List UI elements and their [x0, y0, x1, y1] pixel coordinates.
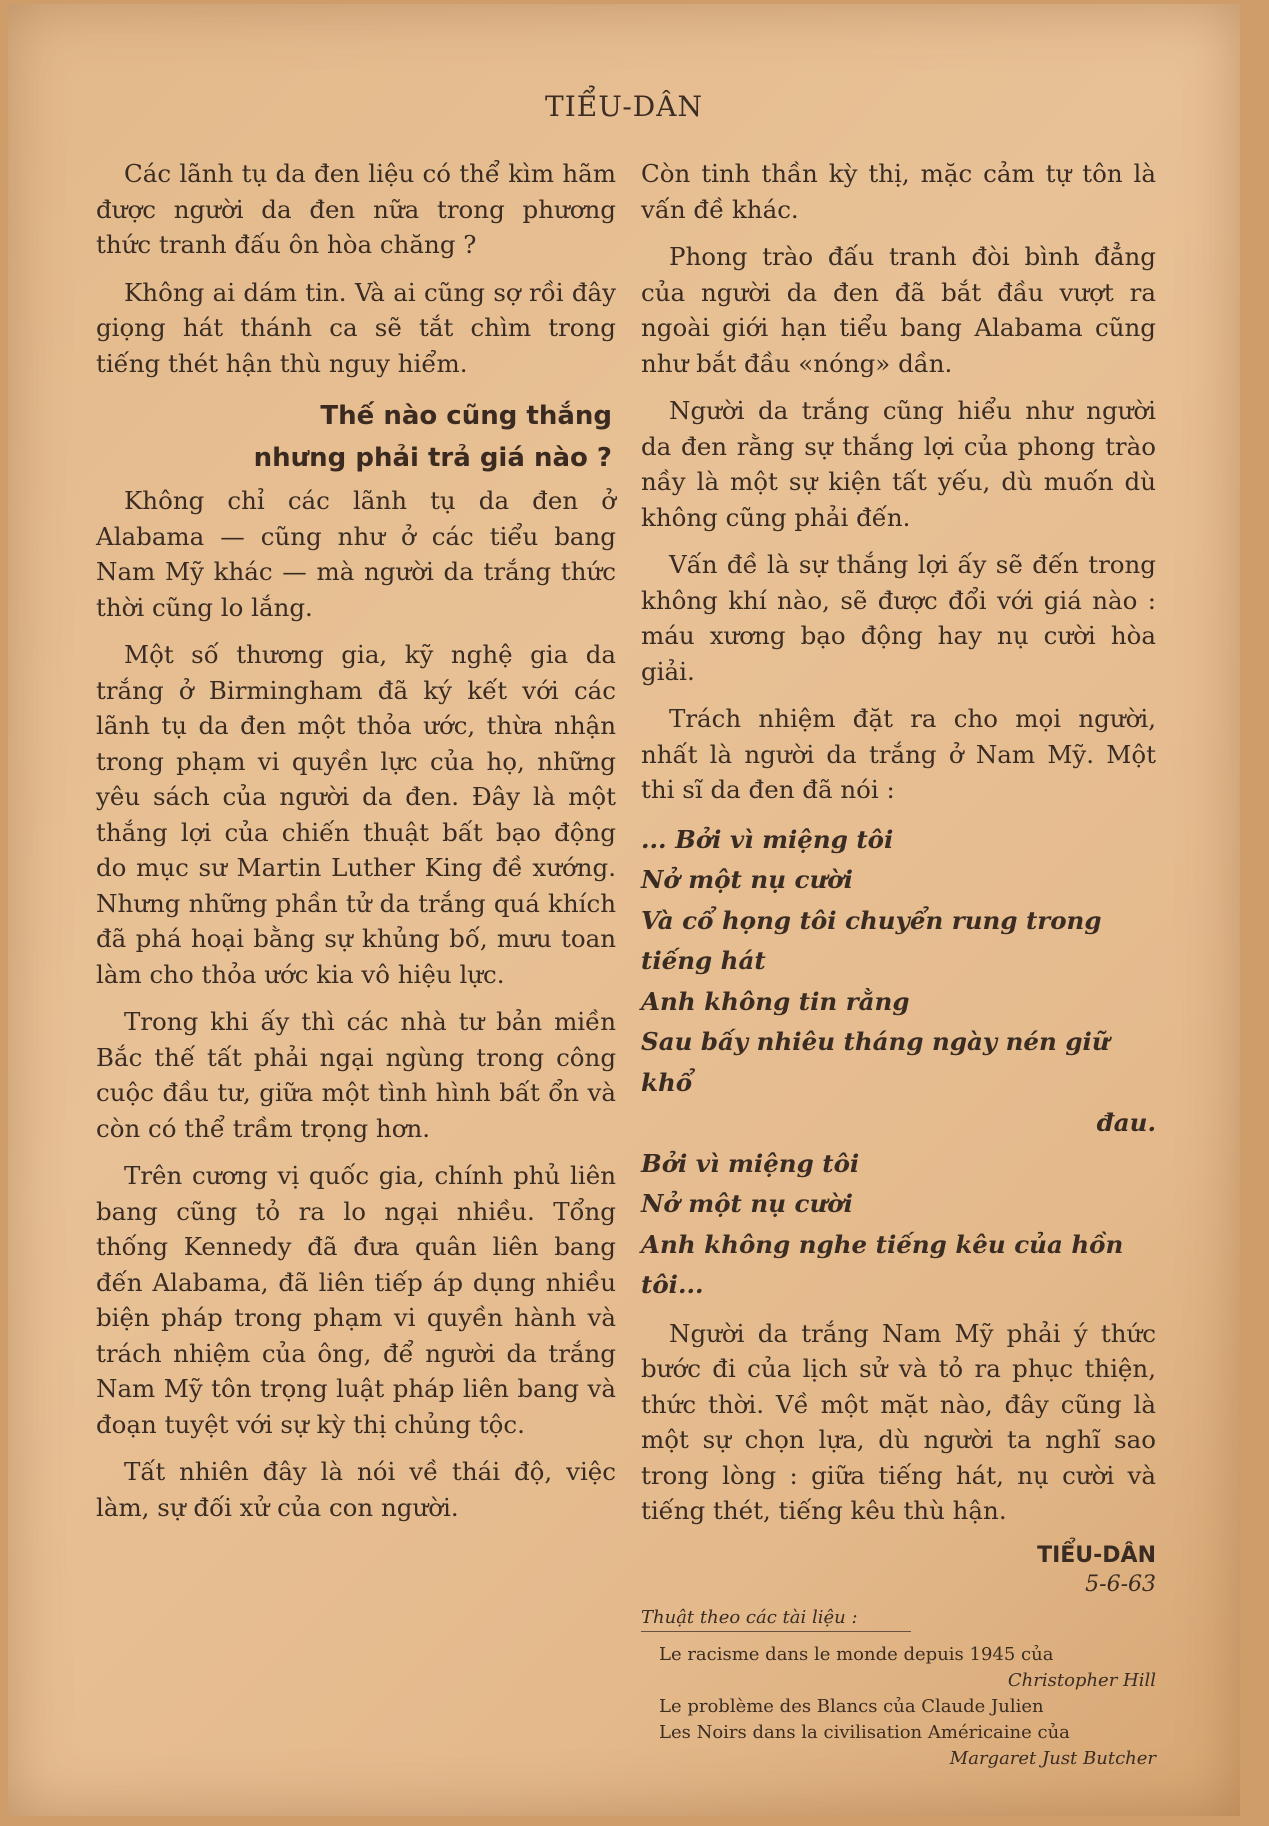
source-title: Le racisme dans le monde depuis 1945 của	[659, 1643, 1054, 1665]
paragraph: Trách nhiệm đặt ra cho mọi người, nhất là người da trắng ở Nam Mỹ. Một thi sĩ da đen đã nói :	[641, 704, 1156, 804]
poem-line: Nở một nụ cười	[641, 865, 853, 894]
running-title: TIỂU-DÂN	[545, 90, 703, 123]
paragraph: Trong khi ấy thì các nhà tư bản miền Bắc thế tất phải ngại ngùng trong công cuộc đầu tư, giữa một tình hình bất ổn và còn có thể trầm trọng hơn.	[96, 1007, 616, 1143]
paragraph: Tất nhiên đây là nói về thái độ, việc làm, sự đối xử của con người.	[96, 1457, 616, 1522]
magazine-page	[8, 4, 1240, 1816]
right-column	[641, 156, 1156, 1772]
paragraph: Người da trắng cũng hiểu như người da đen rằng sự thắng lợi của phong trào nầy là một sự kiện tất yếu, dù muốn dù không cũng phải đến.	[641, 396, 1156, 532]
sources-label: Thuật theo các tài liệu :	[641, 1605, 911, 1632]
source-author: Christopher Hill	[1007, 1669, 1156, 1691]
source-title: Le problème des Blancs của Claude Julien	[659, 1695, 1044, 1717]
paragraph: Một số thương gia, kỹ nghệ gia da trắng ở Birmingham đã ký kết với các lãnh tụ da đen một thỏa ước, thừa nhận trong phạm vi quyền lực của họ, những yêu sách của người da đen. Đây là một thắng lợi của chiến thuật bất bạo động do mục sư Martin Luther King đề xướng. Nhưng những phần tử da trắng quá khích đã phá hoại bằng sự khủng bố, mưu toan làm cho thỏa ước kia vô hiệu lực.	[96, 640, 616, 989]
paragraph: Không ai dám tin. Và ai cũng sợ rồi đây giọng hát thánh ca sẽ tắt chìm trong tiếng thét hận thù nguy hiểm.	[96, 277, 616, 378]
section-heading-line: Thế nào cũng thắng	[320, 401, 612, 431]
poem-line: Nở một nụ cười	[641, 1189, 853, 1218]
poem-quote	[641, 820, 1156, 1306]
poem-line: ... Bởi vì miệng tôi	[641, 824, 894, 854]
section-heading	[96, 395, 612, 479]
poem-line: Bởi vì miệng tôi	[641, 1148, 860, 1178]
left-column	[96, 156, 616, 1537]
paragraph: Vấn đề là sự thắng lợi ấy sẽ đến trong không khí nào, sẽ được đổi với giá nào : máu xương bạo động hay nụ cười hòa giải.	[641, 550, 1156, 686]
paragraph: Không chỉ các lãnh tụ da đen ở Alabama — cũng như ở các tiểu bang Nam Mỹ khác — mà người da trắng thức thời cũng lo lắng.	[96, 486, 616, 622]
paragraph: Phong trào đấu tranh đòi bình đẳng của người da đen đã bắt đầu vượt ra ngoài giới hạn tiểu bang Alabama cũng như bắt đầu «nóng» dần.	[641, 242, 1156, 378]
poem-line: Sau bấy nhiêu tháng ngày nén giữ khổ	[641, 1027, 1110, 1097]
source-title: Les Noirs dans la civilisation Américaine của	[659, 1721, 1070, 1743]
paragraph: Người da trắng Nam Mỹ phải ý thức bước đi của lịch sử và tỏ ra phục thiện, thức thời. Về một mặt nào, đây cũng là một sự chọn lựa, dù người ta nghĩ sao trong lòng : giữa tiếng hát, nụ cười và tiếng thét, tiếng kêu thù hận.	[641, 1318, 1156, 1525]
paragraph: Các lãnh tụ da đen liệu có thể kìm hãm được người da đen nữa trong phương thức tranh đấu ôn hòa chăng ?	[96, 159, 616, 259]
paragraph: Còn tinh thần kỳ thị, mặc cảm tự tôn là vấn đề khác.	[641, 159, 1156, 224]
source-author: Margaret Just Butcher	[949, 1747, 1156, 1769]
poem-line: Anh không nghe tiếng kêu của hồn tôi...	[641, 1229, 1124, 1299]
poem-line: Anh không tin rằng	[641, 986, 910, 1016]
paragraph: Trên cương vị quốc gia, chính phủ liên bang cũng tỏ ra lo ngại nhiều. Tổng thống Kennedy đã đưa quân liên bang đến Alabama, đã liên tiếp áp dụng nhiều biện pháp trong phạm vi quyền hành và trách nhiệm của ông, để người da trắng Nam Mỹ tôn trọng luật pháp liên bang và đoạn tuyệt với sự kỳ thị chủng tộc.	[96, 1161, 616, 1439]
article-date: 5-6-63	[1085, 1571, 1156, 1597]
poem-line: Và cổ họng tôi chuyển rung trong tiếng hát	[641, 905, 1102, 975]
poem-line: đau.	[1096, 1108, 1156, 1137]
section-heading-line: nhưng phải trả giá nào ?	[253, 443, 612, 473]
sources-list	[659, 1642, 1156, 1772]
author-signature: TIỂU-DÂN	[1037, 1542, 1156, 1568]
